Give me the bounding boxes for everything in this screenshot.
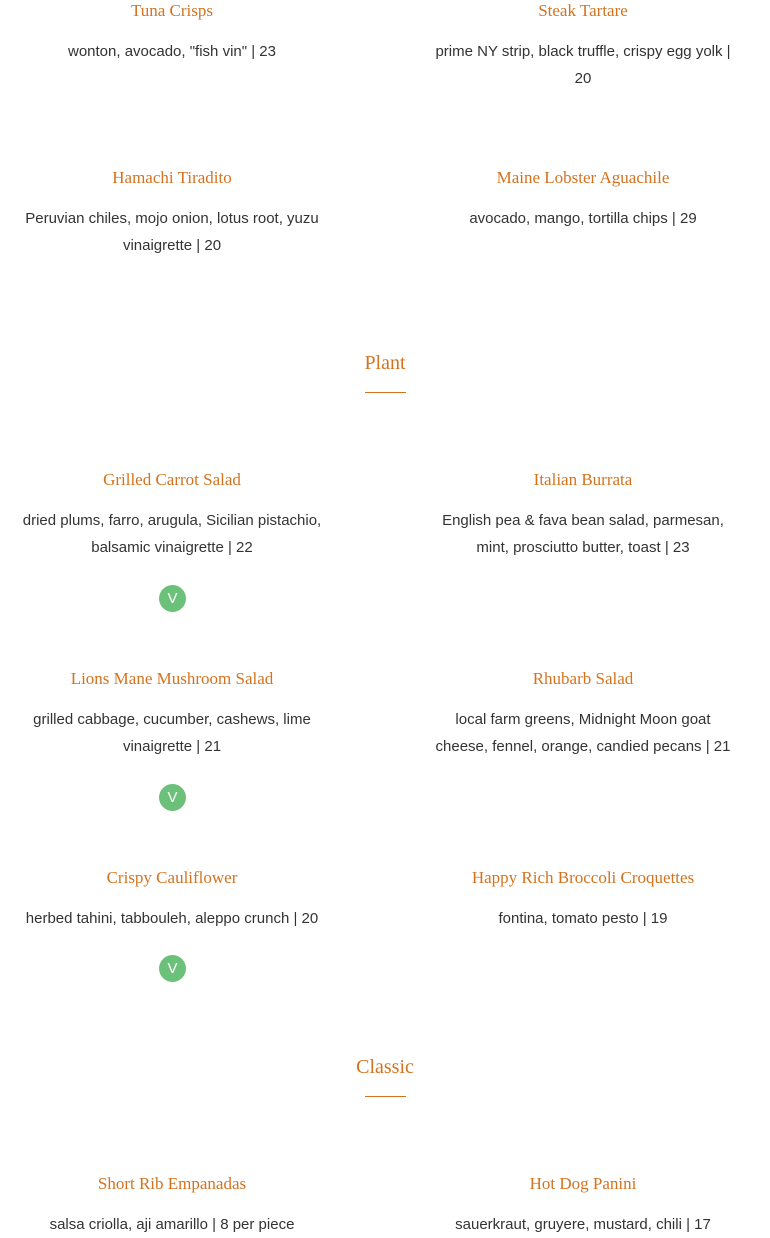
menu-item-italian-burrata	[433, 469, 733, 561]
menu-item-hamachi-tiradito	[22, 167, 322, 259]
item-description: wonton, avocado, "fish vin" | 23	[67, 43, 276, 60]
item-title: Italian Burrata	[533, 470, 633, 489]
item-description: salsa criolla, aji amarillo | 8 per piece	[49, 1216, 295, 1233]
section-plant	[0, 350, 770, 393]
menu-item-tuna-crisps	[22, 0, 322, 65]
item-description: avocado, mango, tortilla chips | 29	[469, 210, 697, 227]
menu-item-short-rib-empanadas	[22, 1173, 322, 1238]
item-title: Happy Rich Broccoli Croquettes	[471, 868, 695, 887]
menu-item-maine-lobster-aguachile	[433, 167, 733, 232]
item-description: prime NY strip, black truffle, crispy egg yolk | 20	[435, 43, 731, 87]
vegan-badge-icon: V	[159, 585, 186, 612]
section-divider	[365, 1096, 406, 1097]
item-description: English pea & fava bean salad, parmesan, mint, prosciutto butter, toast | 23	[442, 512, 724, 556]
menu-item-rhubarb-salad	[433, 668, 733, 760]
section-classic	[0, 1054, 770, 1097]
item-title: Crispy Cauliflower	[106, 868, 238, 887]
vegan-badge-icon: V	[159, 784, 186, 811]
item-title: Lions Mane Mushroom Salad	[70, 669, 274, 688]
menu-item-hot-dog-panini	[433, 1173, 733, 1238]
item-description: dried plums, farro, arugula, Sicilian pistachio, balsamic vinaigrette | 22	[22, 512, 322, 556]
section-divider	[365, 392, 406, 393]
menu-item-lions-mane-mushroom-salad	[22, 668, 322, 760]
item-description: Peruvian chiles, mojo onion, lotus root, yuzu vinaigrette | 20	[25, 210, 319, 254]
menu-item-steak-tartare	[433, 0, 733, 92]
vegan-badge-icon: V	[159, 955, 186, 982]
item-description: herbed tahini, tabbouleh, aleppo crunch | 20	[25, 910, 319, 927]
item-title: Hot Dog Panini	[529, 1174, 637, 1193]
item-title: Maine Lobster Aguachile	[496, 168, 670, 187]
item-description: sauerkraut, gruyere, mustard, chili | 17	[455, 1216, 711, 1233]
menu-item-happy-rich-broccoli-croquettes	[433, 867, 733, 932]
item-title: Hamachi Tiradito	[112, 168, 232, 187]
item-title: Grilled Carrot Salad	[103, 470, 241, 489]
menu-item-grilled-carrot-salad	[22, 469, 322, 561]
item-description: grilled cabbage, cucumber, cashews, lime vinaigrette | 21	[33, 711, 311, 755]
section-title: Plant	[364, 352, 406, 374]
item-title: Short Rib Empanadas	[97, 1174, 247, 1193]
item-title: Steak Tartare	[538, 1, 628, 20]
item-description: local farm greens, Midnight Moon goat cheese, fennel, orange, candied pecans | 21	[435, 711, 731, 755]
section-title: Classic	[356, 1056, 414, 1078]
menu-item-crispy-cauliflower	[22, 867, 322, 932]
item-title: Tuna Crisps	[130, 1, 214, 20]
item-title: Rhubarb Salad	[532, 669, 634, 688]
item-description: fontina, tomato pesto | 19	[498, 910, 668, 927]
